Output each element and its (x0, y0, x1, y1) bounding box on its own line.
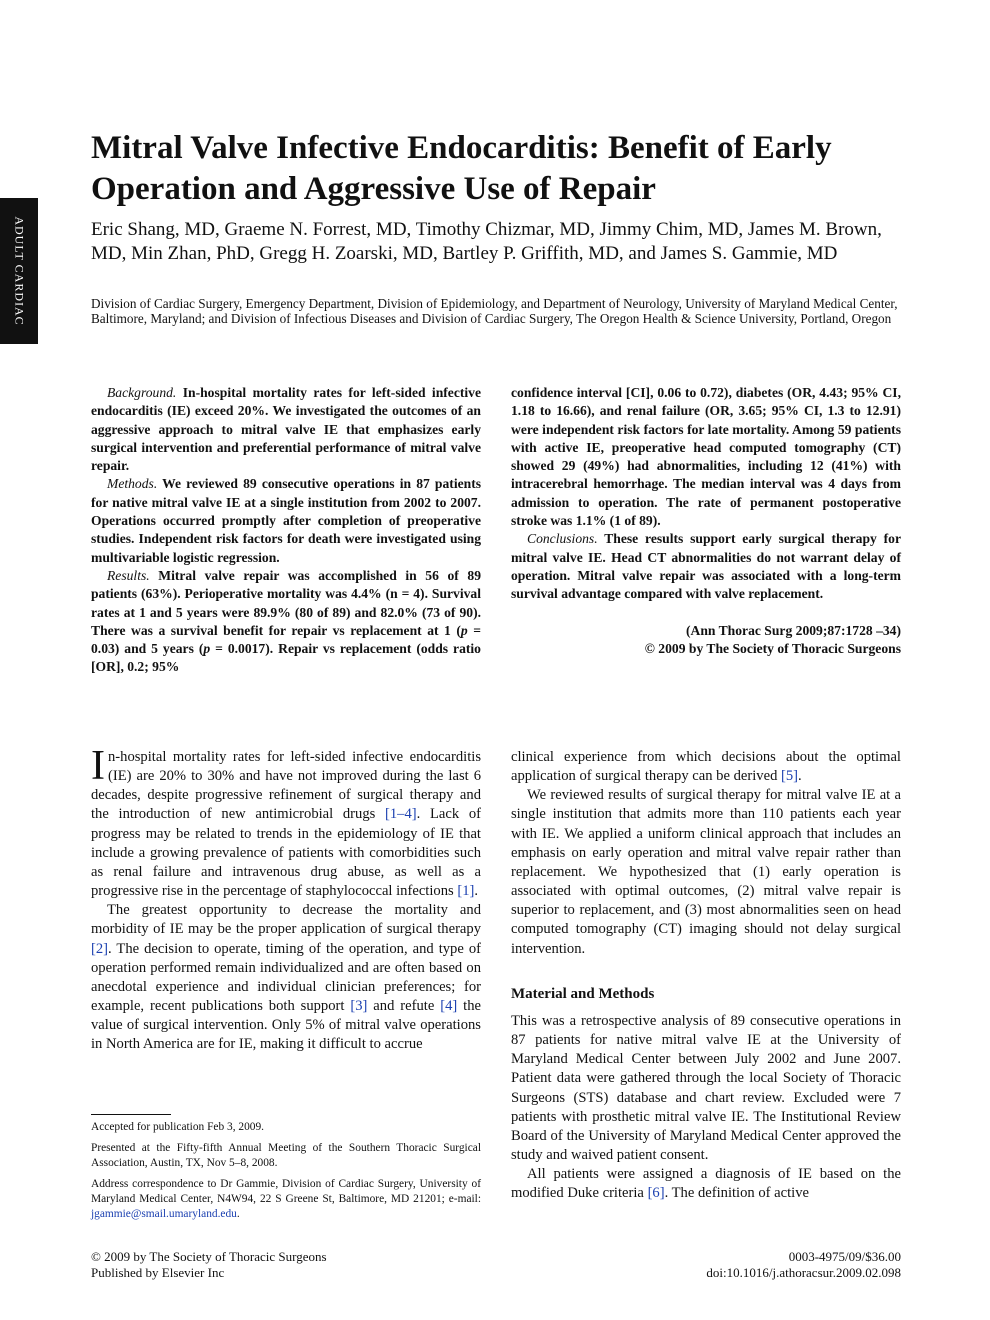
footer-doi: doi:10.1016/j.athoracsur.2009.02.098 (706, 1265, 901, 1280)
body-text: . The definition of active (664, 1185, 809, 1202)
abstract-results (91, 567, 481, 677)
reference-link[interactable]: [1–4] (385, 806, 417, 823)
reference-link[interactable]: [2] (91, 940, 109, 957)
citation-block (511, 622, 901, 659)
reference-link[interactable]: [4] (440, 998, 458, 1015)
body-text: n-hospital mortality rates for left-sided infective endocarditis (IE) are 20% to 30% and have not improved during the last 6 decades, despite progressive refinement of surgical therapy and the introduction of new antimicrobial drugs (91, 749, 481, 823)
background-label: Background. (107, 385, 177, 400)
abstract-results-continued: confidence interval [CI], 0.06 to 0.72), diabetes (OR, 4.43; 95% CI, 1.18 to 16.66), and renal failure (OR, 3.65; 95% CI, 1.3 to 12.91) were independent risk factors for late mortality. Among 59 patients with active IE, preoperative head computed tomography (CT) showed 29 (49%) had abnormalities, including 12 (41%) with intracerebral hemorrhage. The median interval was 4 days from admission to operation. The rate of permanent postoperative stroke was 1.1% (1 of 89). (511, 385, 901, 529)
body-text: . (474, 883, 479, 900)
abstract-conclusions (511, 530, 901, 603)
drop-cap: I (91, 743, 105, 789)
body-text: All patients were assigned a diagnosis of IE based on the modified Duke criteria (511, 1166, 901, 1202)
author-list: Eric Shang, MD, Graeme N. Forrest, MD, Timothy Chizmar, MD, Jimmy Chim, MD, James M. Brown, MD, Min Zhan, PhD, Gregg H. Zoarski, MD, Bartley P. Griffith, MD, and James S. Gammie, MD (91, 219, 882, 264)
conclusions-text: These results support early surgical therapy for mitral valve IE. Head CT abnormalities do not warrant delay of operation. Mitral valve repair was associated with a long-term survival advantage compared with valve replacement. (511, 531, 901, 602)
abstract-methods (91, 475, 481, 566)
reference-link[interactable]: [1] (457, 883, 475, 900)
article-title: Mitral Valve Infective Endocarditis: Benefit of Early Operation and Aggressive Use of Repair (91, 130, 832, 207)
conclusions-label: Conclusions. (527, 531, 598, 547)
reference-link[interactable]: [5] (781, 768, 799, 785)
footnote-address (91, 1177, 481, 1222)
body-text: the value of surgical intervention. Only 5% of mitral valve operations in North America are for IE, making it difficult to accrue (91, 998, 482, 1053)
results-text-c: = 0.0017). Repair vs replacement (odds ratio [OR], 0.2; 95% (91, 641, 481, 675)
methods-label: Methods. (107, 476, 158, 492)
footnotes (91, 1120, 481, 1228)
section-heading: Material and Methods (511, 985, 655, 1002)
footer-issn: 0003-4975/09/$36.00 (788, 1249, 901, 1264)
background-text: In-hospital mortality rates for left-sided infective endocarditis (IE) exceed 20%. We investigated the outcomes of an aggressive approach to mitral valve IE that emphasizes early surgical intervention and preferential performance of mitral valve repair. (91, 385, 482, 474)
footer-left (91, 1249, 471, 1281)
abstract-background (91, 384, 481, 475)
abstract-right-column (511, 384, 901, 658)
body-paragraph (511, 748, 901, 786)
affiliation: Division of Cardiac Surgery, Emergency Department, Division of Epidemiology, and Department of Neurology, University of Maryland Medical Center, Baltimore, Maryland; and Division of Infectious Diseases and Division of Cardiac Surgery, The Oregon Health & Science University, Portland, Oregon (91, 296, 898, 327)
address-text: Address correspondence to Dr Gammie, Division of Cardiac Surgery, University of Maryland Medical Center, N4W94, 22 S Greene St, Baltimore, MD 21201; e-mail: (91, 1178, 481, 1205)
body-paragraph: This was a retrospective analysis of 89 consecutive operations in 87 patients for native mitral valve IE at the University of Maryland Medical Center between July 2002 and June 2007. Patient data were gathered through the local Society of Thoracic Surgeons (STS) database and chart review. Excluded were 7 patients with prosthetic mitral valve IE. The Institutional Review Board of the University of Maryland Medical Center approved the study and waived patient consent. (511, 1012, 901, 1163)
footer-copyright: © 2009 by The Society of Thoracic Surgeons (91, 1249, 327, 1264)
section-tab (0, 198, 38, 344)
methods-text: We reviewed 89 consecutive operations in 87 patients for native mitral valve IE at a single institution from 2002 to 2007. Operations occurred promptly after completion of preoperative studies. Independent risk factors for death were investigated using multivariable logistic regression. (91, 476, 482, 565)
body-right-column (511, 748, 901, 1203)
results-label: Results. (107, 567, 150, 583)
journal-citation: (Ann Thorac Surg 2009;87:1728 –34) (686, 622, 901, 638)
section-tab-label: ADULT CARDIAC (12, 216, 27, 326)
body-text: . Lack of progress may be related to trends in the epidemiology of IE that include a growing prevalence of patients with comorbidities such as renal failure and intravenous drug abuse, as well as a progressive rise in the percentage of staphylococcal infections (91, 806, 481, 900)
body-text: . The decision to operate, timing of the operation, and type of operation performed remain individualized and are often based on anecdotal experience and individual clinician preferences; for example, recent publications both support (91, 940, 481, 1015)
footer-right (511, 1249, 901, 1281)
reference-link[interactable]: [6] (647, 1185, 665, 1202)
body-text: clinical experience from which decisions about the optimal application of surgical therapy can be derived (511, 749, 901, 785)
footnote-accepted: Accepted for publication Feb 3, 2009. (91, 1121, 265, 1133)
address-text: . (236, 1208, 240, 1220)
body-paragraph (91, 901, 481, 1054)
body-paragraph (91, 743, 481, 901)
body-text: . (798, 768, 802, 785)
results-text-b: = 0.03) and 5 years ( (91, 622, 481, 657)
body-left-column (91, 743, 482, 1055)
body-text: and refute (367, 998, 441, 1015)
footnote-presented: Presented at the Fifty-fifth Annual Meeting of the Southern Thoracic Surgical Association, Austin, TX, Nov 5–8, 2008. (91, 1142, 481, 1169)
footnote-divider (91, 1114, 171, 1115)
abstract-left-column (91, 384, 481, 677)
body-paragraph: We reviewed results of surgical therapy for mitral valve IE at a single institution that admits more than 110 patients each year with IE. We applied a uniform clinical approach that includes an emphasis on early operation and mitral valve repair rather than replacement. We hypothesized that (1) early operation is associated with optimal outcomes, (2) mitral valve repair is superior to replacement, and (3) most abnormalities seen on head computed tomography (CT) imaging should not delay surgical intervention. (511, 787, 901, 957)
results-text-a: Mitral valve repair was accomplished in 56 of 89 patients (63%). Perioperative mortality was 4.4% (n = 4). Survival rates at 1 and 5 years were 89.9% (80 of 89) and 82.0% (73 of 90). There was a survival benefit for repair vs replacement at 1 ( (91, 567, 481, 638)
footer-publisher: Published by Elsevier Inc (91, 1265, 225, 1280)
body-paragraph (511, 1165, 901, 1203)
p-value-symbol: p (203, 641, 211, 657)
body-text: The greatest opportunity to decrease the mortality and morbidity of IE may be the proper application of surgical therapy (91, 902, 481, 938)
abstract-copyright: © 2009 by The Society of Thoracic Surgeons (644, 640, 901, 656)
p-value-symbol: p (460, 622, 468, 638)
email-link[interactable]: jgammie@smail.umaryland.edu (91, 1208, 237, 1220)
reference-link[interactable]: [3] (350, 998, 368, 1015)
